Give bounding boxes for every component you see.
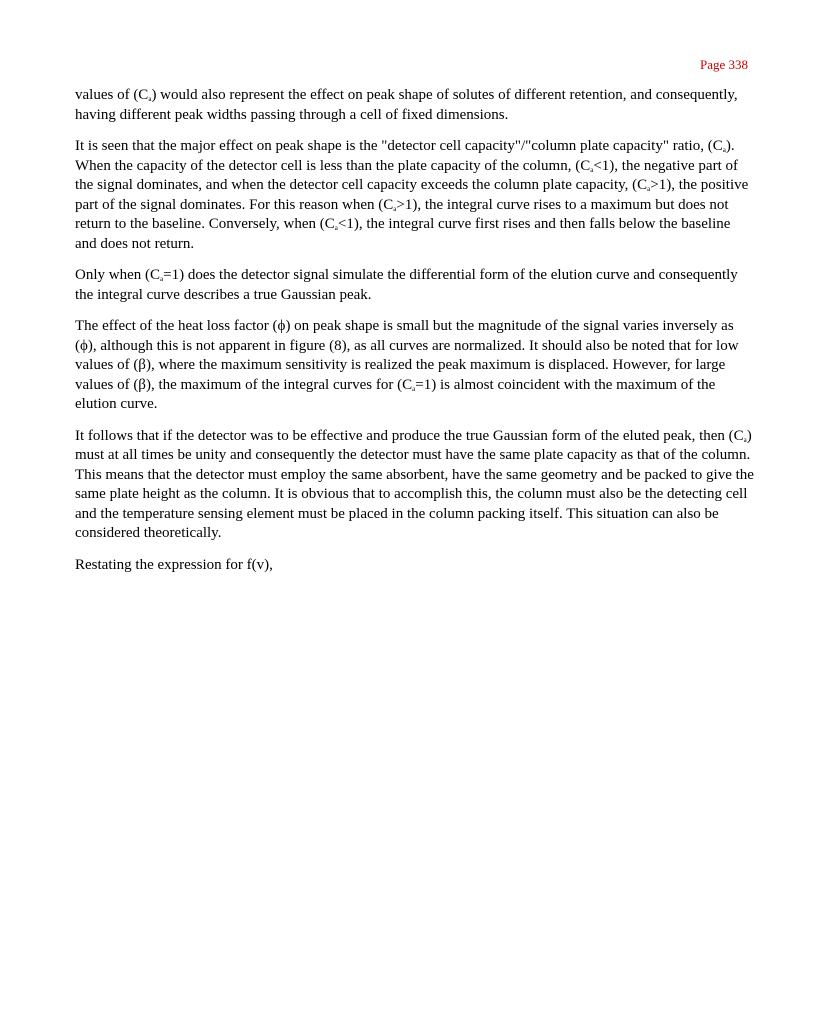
paragraph-6: Restating the expression for f(v), [75, 556, 273, 573]
paragraph-5: It follows that if the detector was to be effective and produce the true Gaussian form of the eluted peak, then $(C_a)$ must at all times be unity and consequently the detector must have the same plate capacity as that of the column. This means that the detector must employ the same absorbent, have the same geometry and be packed to give the same plate height as the column. It is obvious that to accomplish this, the column must also be the detecting cell and the temperature sensing element must be placed in the column packing itself. This situation can also be considered theoretically. [75, 427, 754, 541]
paragraph-4: The effect of the heat loss factor (ϕ) on peak shape is small but the magnitude of the signal varies inversely as (ϕ), although this is not apparent in figure (8), as all curves are normalized. It should also be noted that for low values of (β), where the maximum sensitivity is realized the peak maximum is displaced. However, for large values of (β), the maximum of the integral curves for $(C_a=1)$ is almost coincident with the maximum of the elution curve. [75, 318, 739, 412]
page-number: Page 338 [699, 57, 748, 72]
paragraph-3: Only when $(C_a=1)$ does the detector signal simulate the differential form of the elution curve and consequently the integral curve describes a true Gaussian peak. [75, 267, 738, 303]
paragraph-1: values of $(C_a)$ would also represent the effect on peak shape of solutes of different retention, and consequently, having different peak widths passing through a cell of fixed dimensions. [75, 87, 738, 123]
paragraph-2: It is seen that the major effect on peak shape is the "detector cell capacity"/"column plate capacity" ratio, $(C_a)$. When the capacity of the detector cell is less than the plate capacity of the column, $(C_a<1)$, the negative part of the signal dominates, and when the detector cell capacity exceeds the column plate capacity, $(C_a>1)$, the positive part of the signal dominates. For this reason when $(C_a>1)$, the integral curve rises to a maximum but does not return to the baseline. Conversely, when $(C_a<1)$, the integral curve first rises and then falls below the baseline and does not return. [75, 138, 749, 252]
document-body [75, 86, 755, 587]
